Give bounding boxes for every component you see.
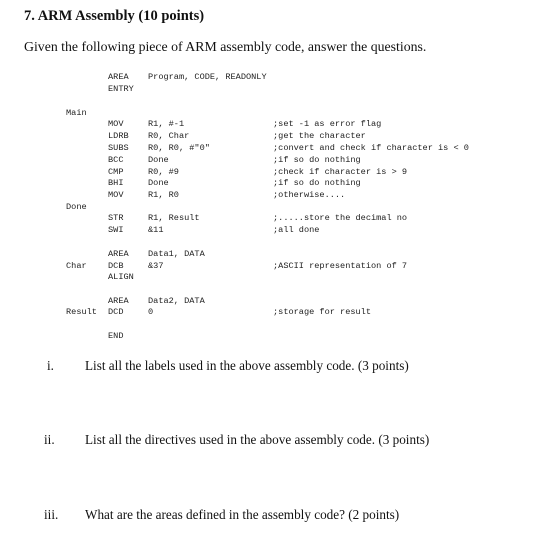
code-operands: &11 bbox=[148, 225, 164, 235]
question-heading: 7. ARM Assembly (10 points) bbox=[24, 8, 205, 24]
code-operands: Done bbox=[148, 155, 169, 165]
code-opcode: ALIGN bbox=[108, 272, 134, 282]
code-comment: ;otherwise.... bbox=[273, 190, 346, 200]
code-comment: ;storage for result bbox=[273, 307, 371, 317]
code-opcode: DCB bbox=[108, 261, 124, 271]
code-comment: ;if so do nothing bbox=[273, 178, 361, 188]
code-operands: 0 bbox=[148, 307, 154, 317]
question-number: i. bbox=[47, 358, 54, 373]
code-opcode: LDRB bbox=[108, 131, 129, 141]
code-comment: ;check if character is > 9 bbox=[273, 167, 408, 177]
code-opcode: STR bbox=[108, 213, 124, 223]
code-operands: R1, Result bbox=[148, 213, 200, 223]
code-operands: R0, Char bbox=[148, 131, 190, 141]
code-opcode: SWI bbox=[108, 225, 124, 235]
code-opcode: MOV bbox=[108, 190, 124, 200]
code-opcode: BCC bbox=[108, 155, 124, 165]
code-operands: Data1, DATA bbox=[148, 249, 205, 259]
question-text: List all the directives used in the above assembly code. (3 points) bbox=[85, 432, 430, 447]
code-comment: ;ASCII representation of 7 bbox=[273, 261, 408, 271]
code-comment: ;get the character bbox=[273, 131, 366, 141]
code-comment: ;if so do nothing bbox=[273, 155, 361, 165]
code-opcode: BHI bbox=[108, 178, 124, 188]
code-operands: &37 bbox=[148, 261, 164, 271]
code-label: Char bbox=[66, 261, 87, 271]
code-opcode: AREA bbox=[108, 72, 129, 82]
code-comment: ;set -1 as error flag bbox=[273, 119, 382, 129]
code-label: Result bbox=[66, 307, 97, 317]
code-operands: R0, #9 bbox=[148, 167, 179, 177]
code-opcode: AREA bbox=[108, 249, 129, 259]
code-operands: Done bbox=[148, 178, 169, 188]
code-opcode: CMP bbox=[108, 167, 124, 177]
code-comment: ;.....store the decimal no bbox=[273, 213, 408, 223]
code-operands: Data2, DATA bbox=[148, 296, 205, 306]
question-text: What are the areas defined in the assembly code? (2 points) bbox=[85, 507, 400, 522]
code-operands: Program, CODE, READONLY bbox=[148, 72, 267, 82]
code-operands: R1, R0 bbox=[148, 190, 179, 200]
code-label: Main bbox=[66, 108, 87, 118]
code-label: Done bbox=[66, 202, 87, 212]
question-text: List all the labels used in the above assembly code. (3 points) bbox=[85, 358, 409, 373]
code-opcode: DCD bbox=[108, 307, 124, 317]
question-number: iii. bbox=[44, 507, 59, 522]
code-opcode: AREA bbox=[108, 296, 129, 306]
question-number: ii. bbox=[44, 432, 55, 447]
code-opcode: MOV bbox=[108, 119, 124, 129]
code-opcode: END bbox=[108, 331, 124, 341]
code-operands: R0, R0, #"0" bbox=[148, 143, 210, 153]
code-comment: ;all done bbox=[273, 225, 320, 235]
code-operands: R1, #-1 bbox=[148, 119, 185, 129]
question-intro: Given the following piece of ARM assembly code, answer the questions. bbox=[24, 39, 427, 54]
code-opcode: SUBS bbox=[108, 143, 129, 153]
code-comment: ;convert and check if character is < 0 bbox=[273, 143, 469, 153]
code-opcode: ENTRY bbox=[108, 84, 134, 94]
